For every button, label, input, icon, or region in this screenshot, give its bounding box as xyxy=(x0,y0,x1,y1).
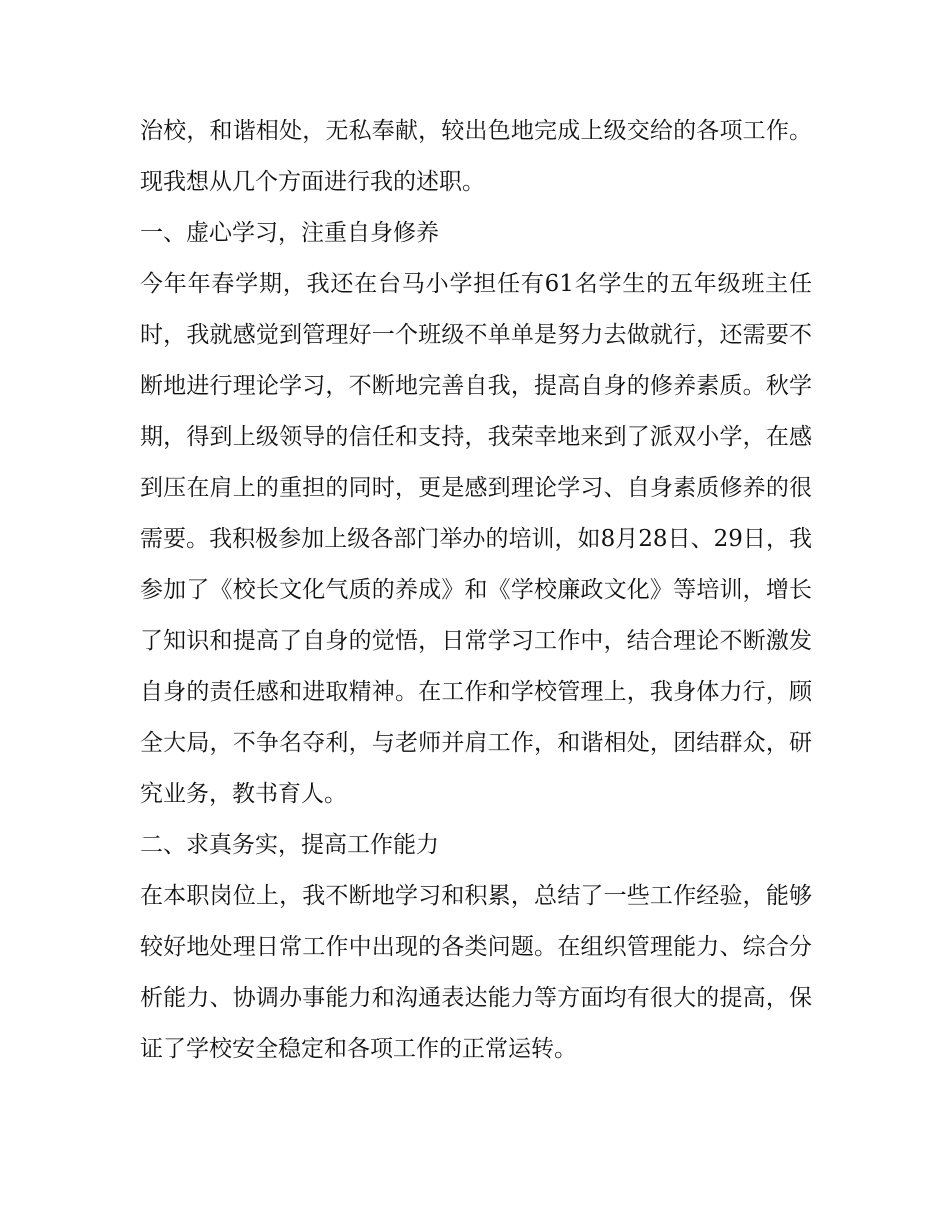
document-body xyxy=(140,106,812,1075)
paragraph-section-2: 在本职岗位上，我不断地学习和积累，总结了一些工作经验，能够较好地处理日常工作中出现的各类问题。在组织管理能力、综合分析能力、协调办事能力和沟通表达能力等方面均有很大的提高，保证了学校安全稳定和各项工作的正常运转。 xyxy=(140,883,812,1062)
paragraph-section-1: 今年年春学期，我还在台马小学担任有61名学生的五年级班主任时，我就感觉到管理好一个班级不单单是努力去做就行，还需要不断地进行理论学习，不断地完善自我，提高自身的修养素质。秋学期，得到上级领导的信任和支持，我荣幸地来到了派双小学，在感到压在肩上的重担的同时，更是感到理论学习、自身素质修养的很需要。我积极参加上级各部门举办的培训，如8月28日、29日，我参加了《校长文化气质的养成》和《学校廉政文化》等培训，增长了知识和提高了自身的觉悟，日常学习工作中，结合理论不断激发自身的责任感和进取精神。在工作和学校管理上，我身体力行，顾全大局，不争名夺利，与老师并肩工作，和谐相处，团结群众，研究业务，教书育人。 xyxy=(140,271,812,807)
paragraph-intro: 治校，和谐相处，无私奉献，较出色地完成上级交给的各项工作。现我想从几个方面进行我的述职。 xyxy=(140,118,812,195)
section-heading-2: 二、求真务实，提高工作能力 xyxy=(140,832,439,858)
section-heading-1: 一、虚心学习，注重自身修养 xyxy=(140,220,439,246)
